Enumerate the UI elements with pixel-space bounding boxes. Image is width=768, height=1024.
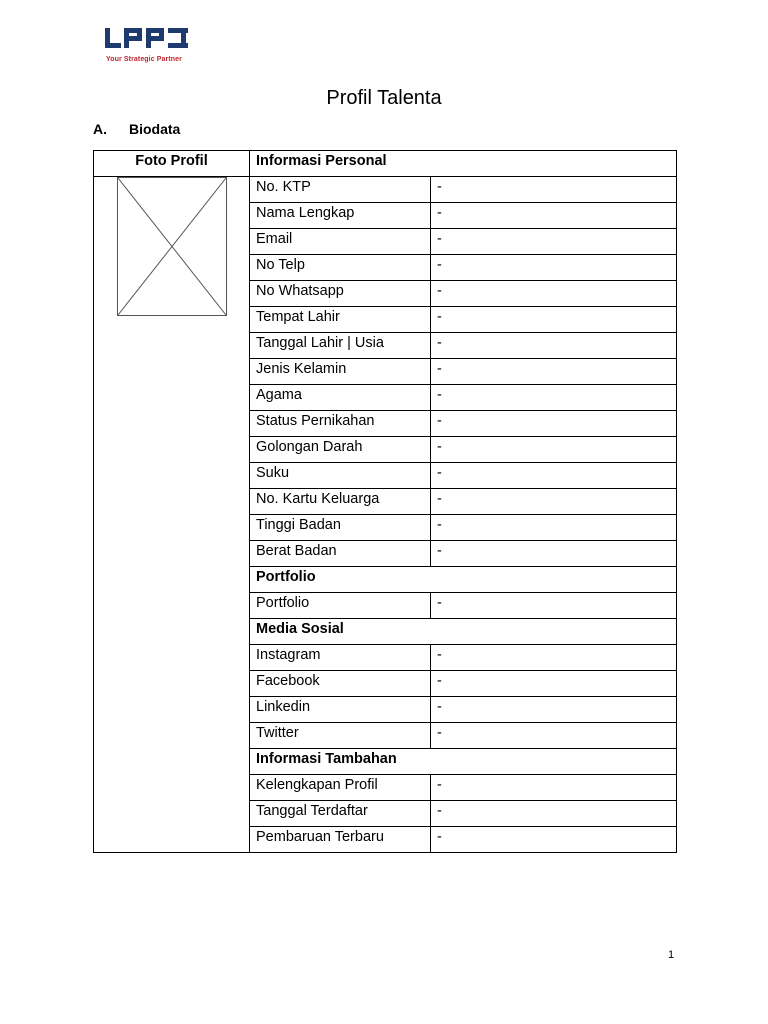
page-number: 1: [668, 949, 675, 961]
field-label: No Whatsapp: [250, 281, 431, 307]
field-label: No Telp: [250, 255, 431, 281]
field-label: Jenis Kelamin: [250, 359, 431, 385]
field-label: Kelengkapan Profil: [250, 775, 431, 801]
company-tagline: Your Strategic Partner: [106, 56, 182, 63]
field-value: -: [431, 801, 677, 827]
field-label: Tinggi Badan: [250, 515, 431, 541]
field-label: Instagram: [250, 645, 431, 671]
group-title: Informasi Tambahan: [250, 749, 677, 775]
field-value: -: [431, 775, 677, 801]
field-value: -: [431, 489, 677, 515]
field-value: -: [431, 723, 677, 749]
field-label: No. KTP: [250, 177, 431, 203]
table-group-header-row: [94, 151, 677, 177]
image-placeholder-icon: [118, 178, 226, 315]
field-value: -: [431, 827, 677, 853]
field-label: Status Pernikahan: [250, 411, 431, 437]
profile-photo-placeholder: [117, 177, 227, 316]
page-title: Profil Talenta: [326, 87, 442, 109]
field-label: Email: [250, 229, 431, 255]
field-label: Suku: [250, 463, 431, 489]
field-value: -: [431, 307, 677, 333]
field-value: -: [431, 645, 677, 671]
group-title: Portfolio: [250, 567, 677, 593]
field-value: -: [431, 229, 677, 255]
photo-column-header: Foto Profil: [94, 151, 250, 177]
field-label: Pembaruan Terbaru: [250, 827, 431, 853]
field-value: -: [431, 203, 677, 229]
field-label: Tanggal Lahir | Usia: [250, 333, 431, 359]
field-value: -: [431, 255, 677, 281]
field-value: -: [431, 411, 677, 437]
field-value: -: [431, 437, 677, 463]
field-value: -: [431, 515, 677, 541]
field-label: Facebook: [250, 671, 431, 697]
biodata-table: [93, 150, 677, 853]
table-row: [94, 177, 677, 203]
field-value: -: [431, 177, 677, 203]
field-label: Tempat Lahir: [250, 307, 431, 333]
field-label: Golongan Darah: [250, 437, 431, 463]
profile-photo-cell: [94, 177, 250, 853]
field-label: Linkedin: [250, 697, 431, 723]
field-value: -: [431, 359, 677, 385]
field-label: Tanggal Terdaftar: [250, 801, 431, 827]
field-value: -: [431, 541, 677, 567]
section-label: Biodata: [129, 121, 181, 137]
field-value: -: [431, 463, 677, 489]
section-heading: [93, 121, 180, 137]
field-value: -: [431, 281, 677, 307]
field-label: Berat Badan: [250, 541, 431, 567]
biodata-table-container: [93, 150, 677, 853]
section-number: A.: [93, 121, 107, 137]
field-value: -: [431, 593, 677, 619]
field-label: No. Kartu Keluarga: [250, 489, 431, 515]
field-label: Nama Lengkap: [250, 203, 431, 229]
field-label: Twitter: [250, 723, 431, 749]
group-title: Media Sosial: [250, 619, 677, 645]
field-label: Portfolio: [250, 593, 431, 619]
field-label: Agama: [250, 385, 431, 411]
field-value: -: [431, 333, 677, 359]
field-value: -: [431, 385, 677, 411]
field-value: -: [431, 697, 677, 723]
field-value: -: [431, 671, 677, 697]
group-title: Informasi Personal: [250, 151, 677, 177]
